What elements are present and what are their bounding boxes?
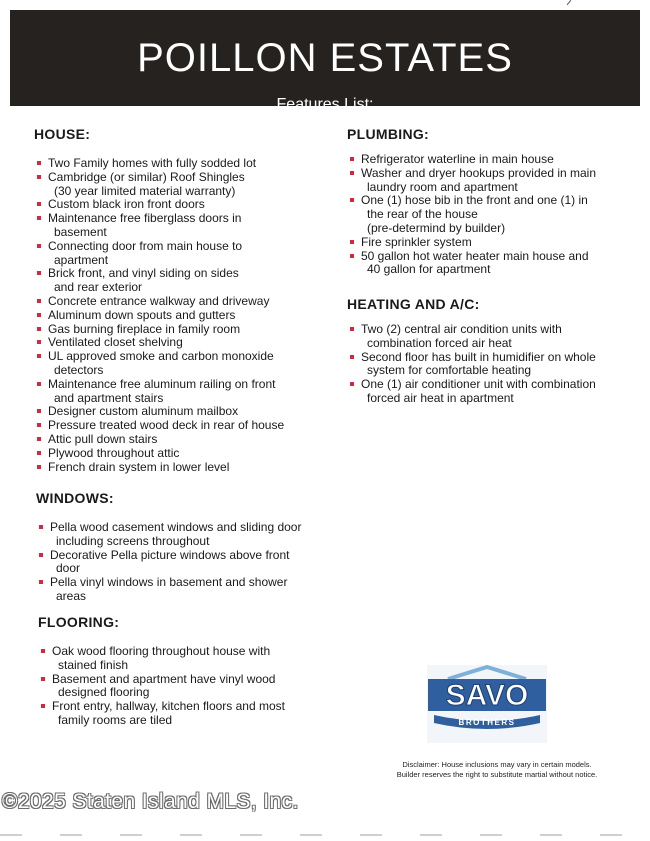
feature-text: Washer and dryer hookups provided in main [361,165,597,180]
footer-divider [0,834,650,836]
bullet-icon [350,171,354,175]
feature-text: Concrete entrance walkway and driveway [48,293,270,308]
feature-text: Attic pull down stairs [48,431,158,446]
feature-item [36,576,336,604]
feature-text: 40 gallon for apartment [367,262,491,277]
feature-item [347,250,622,278]
bullet-icon [350,355,354,359]
feature-text: designed flooring [58,685,150,700]
bullet-icon [37,313,41,317]
feature-text: One (1) hose bib in the front and one (1) in [361,193,588,208]
bullet-icon [350,240,354,244]
feature-item [34,378,334,406]
bullet-icon [37,244,41,248]
feature-text: laundry room and apartment [367,179,518,194]
feature-text: Plywood throughout attic [48,445,180,460]
feature-item [34,198,334,212]
section-heading: PLUMBING: [347,126,430,142]
feature-item [34,405,334,419]
bullet-icon [37,354,41,358]
feature-item [34,419,334,433]
feature-text: (30 year limited material warranty) [54,183,236,198]
feature-item [34,212,334,240]
feature-text: Custom black iron front doors [48,197,205,212]
feature-item [34,433,334,447]
feature-text: stained finish [58,657,129,672]
bullet-icon [37,409,41,413]
bullet-icon [350,157,354,161]
logo-text: SAVO [445,679,529,712]
feature-text: Connecting door from main house to [48,238,243,253]
feature-text: Maintenance free fiberglass doors in [48,211,242,226]
mls-watermark: ©2025 Staten Island MLS, Inc. [2,790,299,813]
feature-text: and apartment stairs [54,390,164,405]
feature-item [38,673,338,701]
bullet-icon [41,704,45,708]
section-house [34,126,334,474]
bullet-icon [37,271,41,275]
bullet-icon [41,677,45,681]
feature-item [34,447,334,461]
corner-mark [567,0,572,5]
disclaimer [372,760,622,780]
feature-text: Two (2) central air condition units with [361,322,562,336]
feature-item [34,157,334,171]
feature-item [34,267,334,295]
feature-list [38,645,338,728]
feature-item [34,295,334,309]
section-plumbing [347,126,622,277]
feature-item [38,645,338,673]
feature-text: Fire sprinkler system [361,234,472,249]
feature-text: combination forced air heat [367,335,512,350]
feature-item [34,171,334,199]
bullet-icon [37,437,41,441]
feature-list [347,323,622,406]
feature-item [36,549,336,577]
feature-text: family rooms are tiled [58,712,173,727]
feature-text: the rear of the house [367,207,478,222]
feature-text: Oak wood flooring throughout house with [52,644,271,658]
bullet-icon [37,340,41,344]
feature-list [347,153,622,277]
feature-text: detectors [54,362,104,377]
bullet-icon [350,198,354,202]
feature-item [347,351,622,379]
feature-text: system for comfortable heating [367,363,532,378]
feature-item [347,236,622,250]
header-banner [10,10,640,113]
feature-item [36,521,336,549]
page-subtitle: Features List: [276,96,374,113]
feature-text: Pressure treated wood deck in rear of house [48,418,285,433]
bullet-icon [39,553,43,557]
bullet-icon [37,465,41,469]
feature-item [38,700,338,728]
bullet-icon [350,254,354,258]
bullet-icon [350,382,354,386]
feature-item [347,378,622,406]
feature-item [34,336,334,350]
bullet-icon [37,216,41,220]
feature-list [36,521,336,604]
feature-text: Ventilated closet shelving [48,335,183,350]
feature-text: Gas burning fireplace in family room [48,321,241,336]
feature-text: Basement and apartment have vinyl wood [52,671,276,686]
feature-text: Decorative Pella picture windows above front [50,547,290,562]
feature-text: UL approved smoke and carbon monoxide [48,349,274,364]
feature-text: Second floor has built in humidifier on whole [361,349,596,364]
feature-text: apartment [54,252,109,267]
feature-item [347,194,622,235]
logo-subtext: BROTHERS [458,718,516,727]
feature-text: (pre-determind by builder) [367,220,506,235]
section-heading: HEATING AND A/C: [347,296,480,312]
bullet-icon [41,649,45,653]
feature-text: Aluminum down spouts and gutters [48,307,236,322]
feature-text: forced air heat in apartment [367,390,514,405]
feature-text: Refrigerator waterline in main house [361,152,554,166]
section-windows [36,490,336,604]
feature-text: areas [56,588,87,603]
feature-text: French drain system in lower level [48,459,230,474]
feature-item [347,167,622,195]
bullet-icon [37,161,41,165]
savo-brothers-logo [426,665,548,743]
bullet-icon [37,451,41,455]
feature-text: basement [54,224,107,239]
section-heading: HOUSE: [34,126,91,142]
feature-text: Maintenance free aluminum railing on front [48,376,276,391]
bullet-icon [37,202,41,206]
bullet-icon [37,327,41,331]
section-flooring [38,614,338,728]
feature-item [34,461,334,475]
feature-item [34,350,334,378]
section-heating [347,296,622,406]
bullet-icon [39,525,43,529]
feature-item [347,323,622,351]
feature-text: and rear exterior [54,280,143,295]
feature-text: One (1) air conditioner unit with combination [361,377,596,392]
bullet-icon [37,175,41,179]
feature-text: Cambridge (or similar) Roof Shingles [48,169,245,184]
feature-text: 50 gallon hot water heater main house and [361,248,589,263]
feature-item [34,323,334,337]
feature-text: including screens throughout [56,533,210,548]
feature-text: Designer custom aluminum mailbox [48,404,239,419]
feature-item [347,153,622,167]
feature-text: door [56,561,81,576]
feature-text: Brick front, and vinyl siding on sides [48,266,239,281]
feature-text: Two Family homes with fully sodded lot [48,156,257,170]
feature-text: Pella wood casement windows and sliding door [50,520,302,534]
bullet-icon [37,382,41,386]
bullet-icon [39,580,43,584]
feature-list [34,157,334,474]
feature-text: Front entry, hallway, kitchen floors and most [52,699,285,714]
disclaimer-line: Disclaimer: House inclusions may vary in certain models. [402,760,592,769]
section-heading: WINDOWS: [36,490,114,506]
feature-text: Pella vinyl windows in basement and shower [50,575,288,590]
bullet-icon [37,423,41,427]
bullet-icon [350,327,354,331]
page-title: POILLON ESTATES [137,36,513,80]
feature-item [34,240,334,268]
bullet-icon [37,299,41,303]
section-heading: FLOORING: [38,614,120,630]
feature-item [34,309,334,323]
disclaimer-line: Builder reserves the right to substitute martial without notice. [396,770,598,779]
